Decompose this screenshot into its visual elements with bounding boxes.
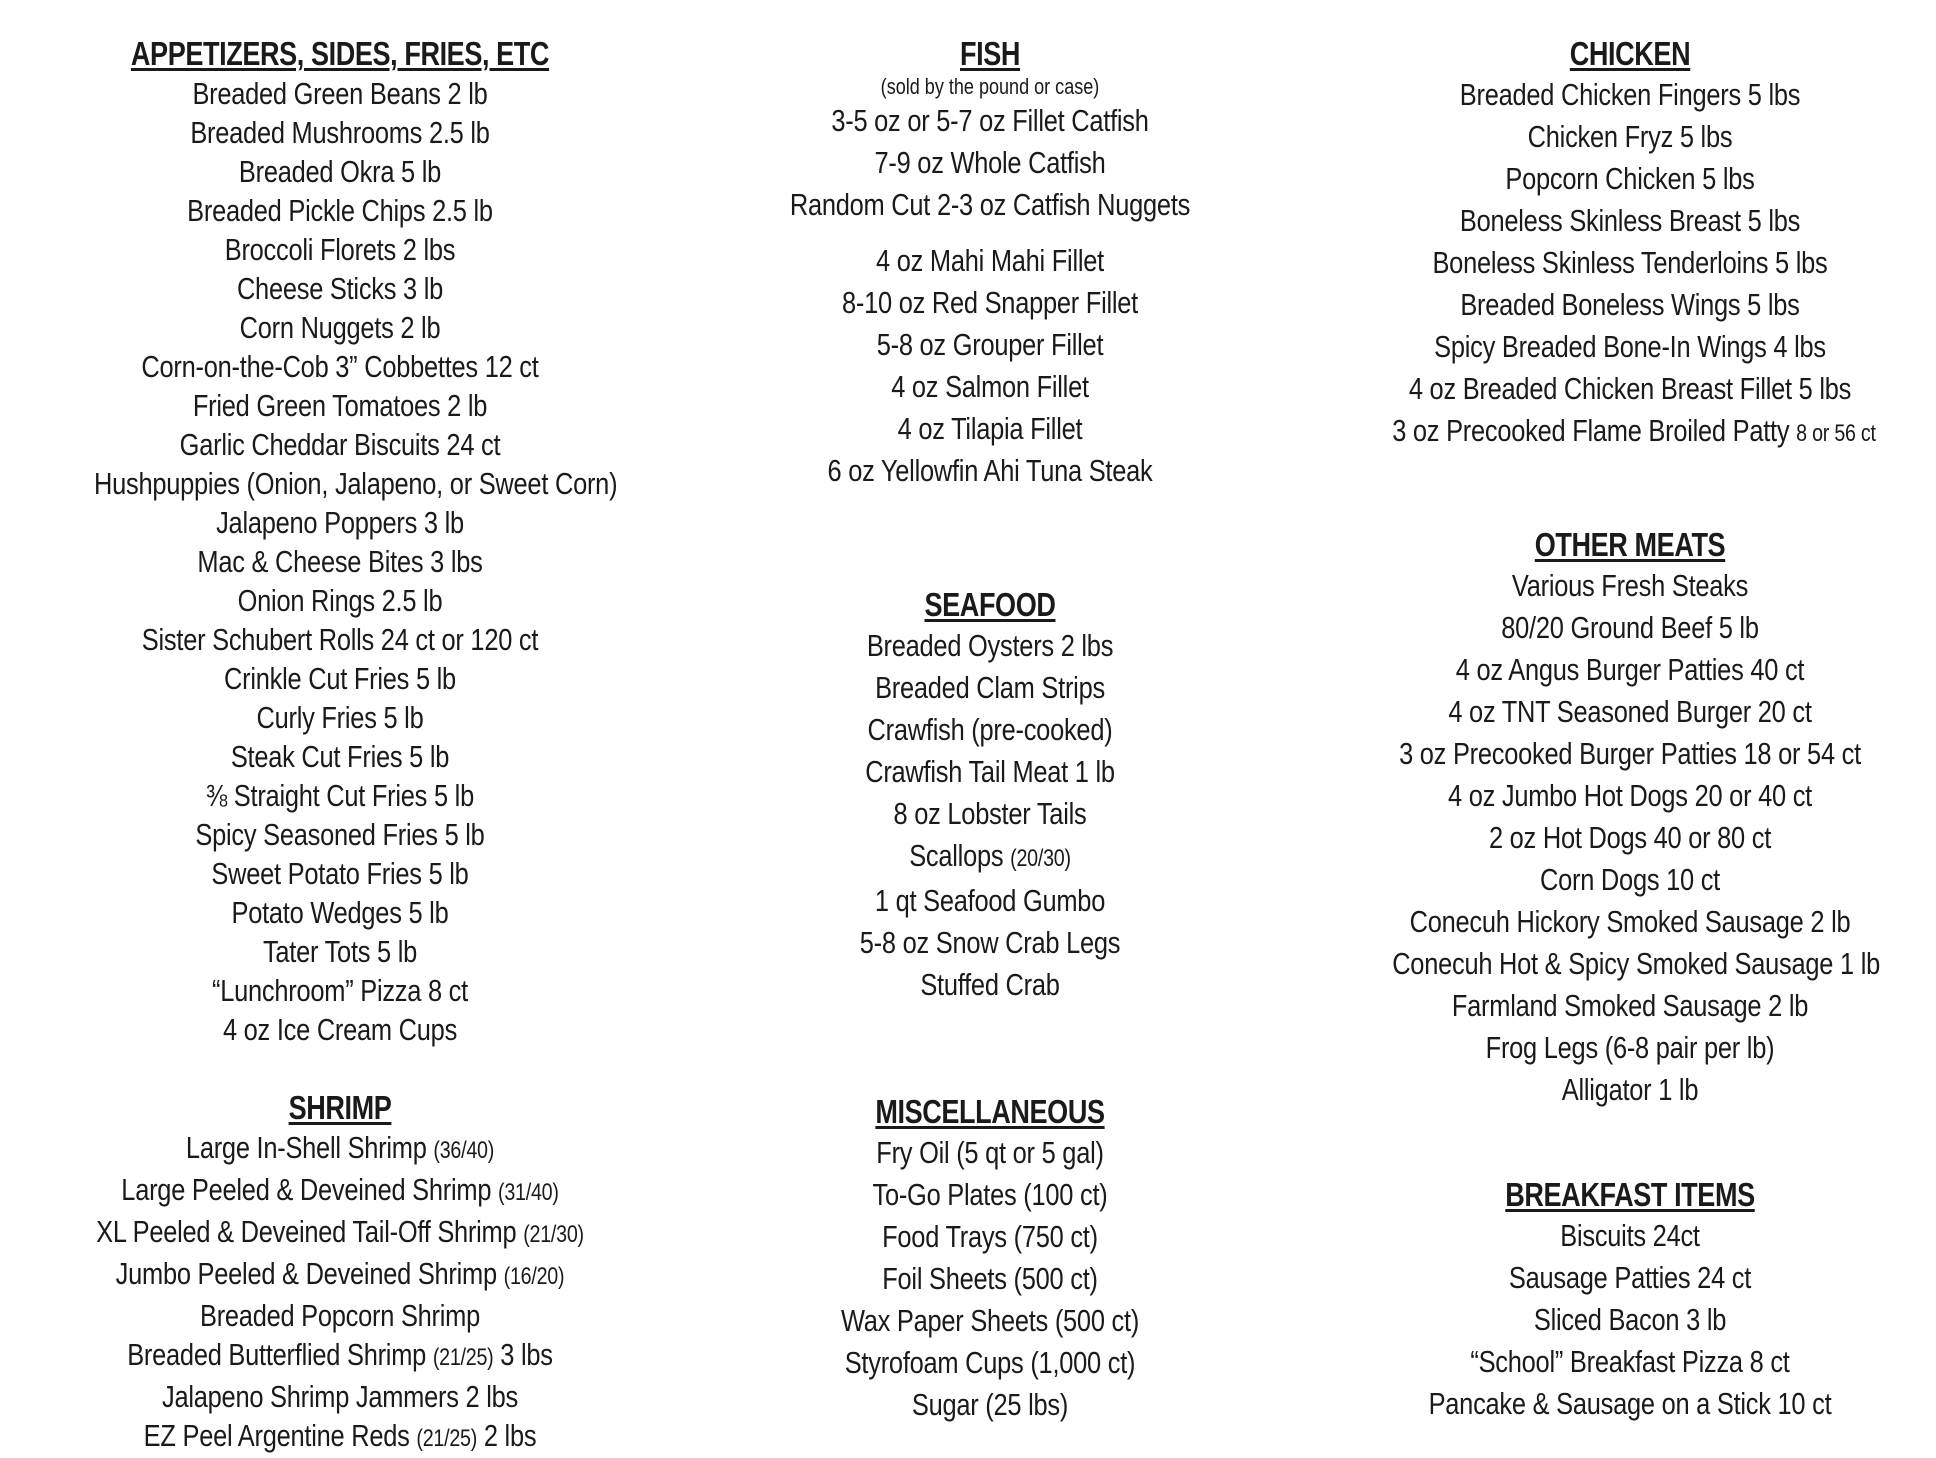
item-count: 8 or 56 ct xyxy=(1796,420,1876,447)
item-name: 5-8 oz Snow Crab Legs xyxy=(859,925,1121,960)
item-name: Stuffed Crab xyxy=(920,967,1060,1002)
other-meats-item: Farmland Smoked Sausage 2 lb xyxy=(1451,988,1809,1023)
seafood-item xyxy=(752,751,1228,793)
item-name: EZ Peel Argentine Reds xyxy=(143,1418,417,1453)
chicken-item xyxy=(1392,200,1868,242)
seafood-item xyxy=(752,835,1228,880)
appetizer-item: Steak Cut Fries 5 lb xyxy=(230,739,450,774)
seafood-section xyxy=(700,585,1280,1006)
item-name: Breaded Popcorn Shrimp xyxy=(199,1298,481,1333)
appetizer-item: “Lunchroom” Pizza 8 ct xyxy=(212,973,468,1008)
item-name: Chicken Fryz 5 lbs xyxy=(1527,119,1733,154)
item-count: (21/30) xyxy=(523,1221,584,1248)
misc-list xyxy=(700,1132,1280,1426)
fish-item: 3-5 oz or 5-7 oz Fillet Catfish xyxy=(831,103,1149,138)
chicken-list xyxy=(1340,74,1920,455)
shrimp-list xyxy=(40,1128,640,1458)
appetizer-item: Corn Nuggets 2 lb xyxy=(239,310,441,345)
other-meats-item: Various Fresh Steaks xyxy=(1511,568,1749,603)
shrimp-item xyxy=(94,1335,586,1377)
item-name: Large In-Shell Shrimp xyxy=(185,1130,434,1165)
item-suffix: 2 lbs xyxy=(477,1418,537,1453)
shrimp-heading: SHRIMP xyxy=(288,1089,392,1126)
item-name: Crawfish Tail Meat 1 lb xyxy=(865,754,1115,789)
fish-item: 4 oz Tilapia Fillet xyxy=(897,411,1083,446)
seafood-list xyxy=(700,625,1280,1006)
shrimp-item xyxy=(94,1128,586,1170)
appetizer-item: Jalapeno Poppers 3 lb xyxy=(216,505,464,540)
item-name: 4 oz Breaded Chicken Breast Fillet 5 lbs xyxy=(1408,371,1852,406)
misc-item: Food Trays (750 ct) xyxy=(882,1219,1098,1254)
item-name: XL Peeled & Deveined Tail-Off Shrimp xyxy=(96,1214,524,1249)
breakfast-section xyxy=(1340,1175,1920,1425)
other-meats-item: 4 oz Angus Burger Patties 40 ct xyxy=(1455,652,1805,687)
other-meats-item: 4 oz TNT Seasoned Burger 20 ct xyxy=(1448,694,1812,729)
fish-heading: FISH xyxy=(959,35,1020,72)
appetizer-item: Breaded Mushrooms 2.5 lb xyxy=(190,115,490,150)
item-count: (36/40) xyxy=(433,1137,495,1164)
chicken-item xyxy=(1392,410,1876,455)
item-name: Breaded Chicken Fingers 5 lbs xyxy=(1459,77,1801,112)
item-count: (31/40) xyxy=(498,1179,559,1206)
item-name: Popcorn Chicken 5 lbs xyxy=(1505,161,1755,196)
breakfast-item: “School” Breakfast Pizza 8 ct xyxy=(1470,1344,1790,1379)
breakfast-item: Sliced Bacon 3 lb xyxy=(1533,1302,1727,1337)
chicken-item xyxy=(1392,326,1868,368)
other-meats-item: Corn Dogs 10 ct xyxy=(1540,862,1720,897)
item-name: 8 oz Lobster Tails xyxy=(893,796,1087,831)
appetizer-item: Mac & Cheese Bites 3 lbs xyxy=(197,544,483,579)
seafood-heading: SEAFOOD xyxy=(924,586,1056,623)
appetizer-item: Cheese Sticks 3 lb xyxy=(236,271,444,306)
breakfast-list xyxy=(1340,1215,1920,1425)
misc-section xyxy=(700,1092,1280,1426)
misc-item: Fry Oil (5 qt or 5 gal) xyxy=(876,1135,1104,1170)
chicken-item xyxy=(1392,284,1868,326)
item-name: Breaded Butterflied Shrimp xyxy=(127,1337,433,1372)
appetizer-item: Curly Fries 5 lb xyxy=(256,700,424,735)
shrimp-item xyxy=(94,1212,586,1254)
misc-item: To-Go Plates (100 ct) xyxy=(872,1177,1108,1212)
other-meats-section xyxy=(1340,525,1920,1111)
breakfast-item: Sausage Patties 24 ct xyxy=(1508,1260,1752,1295)
misc-item: Sugar (25 lbs) xyxy=(911,1387,1069,1422)
shrimp-item xyxy=(94,1170,586,1212)
item-suffix: 3 lbs xyxy=(493,1337,553,1372)
fish-item: 5-8 oz Grouper Fillet xyxy=(876,327,1104,362)
shrimp-item xyxy=(94,1296,586,1335)
misc-item: Foil Sheets (500 ct) xyxy=(882,1261,1098,1296)
other-meats-item: Alligator 1 lb xyxy=(1561,1072,1699,1107)
appetizer-item: Sweet Potato Fries 5 lb xyxy=(211,856,469,891)
seafood-item xyxy=(752,709,1228,751)
item-name: Breaded Clam Strips xyxy=(875,670,1105,705)
breakfast-item: Biscuits 24ct xyxy=(1560,1218,1700,1253)
item-name: 1 qt Seafood Gumbo xyxy=(874,883,1106,918)
appetizer-item: Garlic Cheddar Biscuits 24 ct xyxy=(179,427,501,462)
appetizer-item: Spicy Seasoned Fries 5 lb xyxy=(195,817,485,852)
item-name: Jumbo Peeled & Deveined Shrimp xyxy=(115,1256,504,1291)
other-meats-item: 80/20 Ground Beef 5 lb xyxy=(1501,610,1759,645)
appetizers-list xyxy=(40,74,640,1049)
appetizers-section xyxy=(40,34,640,1049)
appetizer-item: Crinkle Cut Fries 5 lb xyxy=(224,661,456,696)
appetizer-item: Fried Green Tomatoes 2 lb xyxy=(192,388,488,423)
fish-item: 6 oz Yellowfin Ahi Tuna Steak xyxy=(827,453,1153,488)
item-name: Breaded Boneless Wings 5 lbs xyxy=(1460,287,1800,322)
appetizer-item: Tater Tots 5 lb xyxy=(262,934,418,969)
item-name: Jalapeno Shrimp Jammers 2 lbs xyxy=(162,1379,518,1414)
shrimp-item xyxy=(94,1377,586,1416)
other-meats-item: Conecuh Hickory Smoked Sausage 2 lb xyxy=(1409,904,1851,939)
appetizer-item: Corn-on-the-Cob 3” Cobbettes 12 ct xyxy=(141,349,539,384)
chicken-item xyxy=(1392,242,1868,284)
other-meats-item: 2 oz Hot Dogs 40 or 80 ct xyxy=(1488,820,1772,855)
seafood-item xyxy=(752,880,1228,922)
misc-item: Wax Paper Sheets (500 ct) xyxy=(840,1303,1140,1338)
chicken-item xyxy=(1392,116,1868,158)
seafood-item xyxy=(752,625,1228,667)
item-name: Spicy Breaded Bone-In Wings 4 lbs xyxy=(1434,329,1826,364)
fish-item: 4 oz Mahi Mahi Fillet xyxy=(876,243,1104,278)
other-meats-item: 3 oz Precooked Burger Patties 18 or 54 ct xyxy=(1399,736,1861,771)
fish-list-fillets xyxy=(700,240,1280,492)
other-meats-item: Frog Legs (6-8 pair per lb) xyxy=(1485,1030,1775,1065)
item-name: Scallops xyxy=(909,838,1011,873)
appetizer-item: Hushpuppies (Onion, Jalapeno, or Sweet Corn) xyxy=(94,466,618,501)
fish-list-catfish xyxy=(700,100,1280,226)
appetizer-item: Broccoli Florets 2 lbs xyxy=(224,232,456,267)
fish-item: 4 oz Salmon Fillet xyxy=(891,369,1089,404)
fish-section xyxy=(700,34,1280,492)
other-meats-item: Conecuh Hot & Spicy Smoked Sausage 1 lb xyxy=(1392,946,1880,981)
appetizer-item: Breaded Okra 5 lb xyxy=(238,154,442,189)
fish-item: 7-9 oz Whole Catfish xyxy=(874,145,1106,180)
appetizer-item: Breaded Green Beans 2 lb xyxy=(192,76,488,111)
appetizer-item: Breaded Pickle Chips 2.5 lb xyxy=(187,193,493,228)
item-name: Breaded Oysters 2 lbs xyxy=(866,628,1114,663)
seafood-item xyxy=(752,793,1228,835)
other-meats-item: 4 oz Jumbo Hot Dogs 20 or 40 ct xyxy=(1447,778,1812,813)
appetizer-item: Sister Schubert Rolls 24 ct or 120 ct xyxy=(141,622,539,657)
item-count: (16/20) xyxy=(503,1263,565,1290)
appetizer-item: Onion Rings 2.5 lb xyxy=(237,583,443,618)
shrimp-item xyxy=(94,1254,586,1296)
breakfast-heading: BREAKFAST ITEMS xyxy=(1505,1176,1755,1213)
misc-heading: MISCELLANEOUS xyxy=(875,1093,1105,1130)
item-name: 3 oz Precooked Flame Broiled Patty xyxy=(1392,413,1797,448)
item-name: Boneless Skinless Breast 5 lbs xyxy=(1459,203,1801,238)
appetizer-item: 4 oz Ice Cream Cups xyxy=(222,1012,458,1047)
item-name: Boneless Skinless Tenderloins 5 lbs xyxy=(1432,245,1828,280)
misc-item: Styrofoam Cups (1,000 ct) xyxy=(844,1345,1136,1380)
other-meats-heading: OTHER MEATS xyxy=(1534,526,1726,563)
chicken-section xyxy=(1340,34,1920,455)
appetizers-heading: APPETIZERS, SIDES, FRIES, ETC xyxy=(130,35,550,72)
item-count: (21/25) xyxy=(432,1344,494,1371)
fish-note: (sold by the pound or case) xyxy=(880,74,1100,99)
fish-item: 8-10 oz Red Snapper Fillet xyxy=(842,285,1138,320)
chicken-item xyxy=(1392,158,1868,200)
item-name: Crawfish (pre-cooked) xyxy=(867,712,1113,747)
item-count: (20/30) xyxy=(1010,845,1071,872)
item-name: Large Peeled & Deveined Shrimp xyxy=(121,1172,499,1207)
chicken-item xyxy=(1392,74,1868,116)
appetizer-item: ⅜ Straight Cut Fries 5 lb xyxy=(206,778,474,813)
breakfast-item: Pancake & Sausage on a Stick 10 ct xyxy=(1428,1386,1832,1421)
seafood-item xyxy=(752,964,1228,1006)
fish-item: Random Cut 2-3 oz Catfish Nuggets xyxy=(789,187,1191,222)
other-meats-list xyxy=(1340,565,1920,1111)
chicken-item xyxy=(1392,368,1868,410)
seafood-item xyxy=(752,667,1228,709)
fish-spacer xyxy=(700,226,1280,240)
appetizer-item: Potato Wedges 5 lb xyxy=(231,895,449,930)
seafood-item xyxy=(752,922,1228,964)
item-count: (21/25) xyxy=(416,1425,478,1452)
shrimp-section xyxy=(40,1088,640,1458)
chicken-heading: CHICKEN xyxy=(1569,35,1691,72)
